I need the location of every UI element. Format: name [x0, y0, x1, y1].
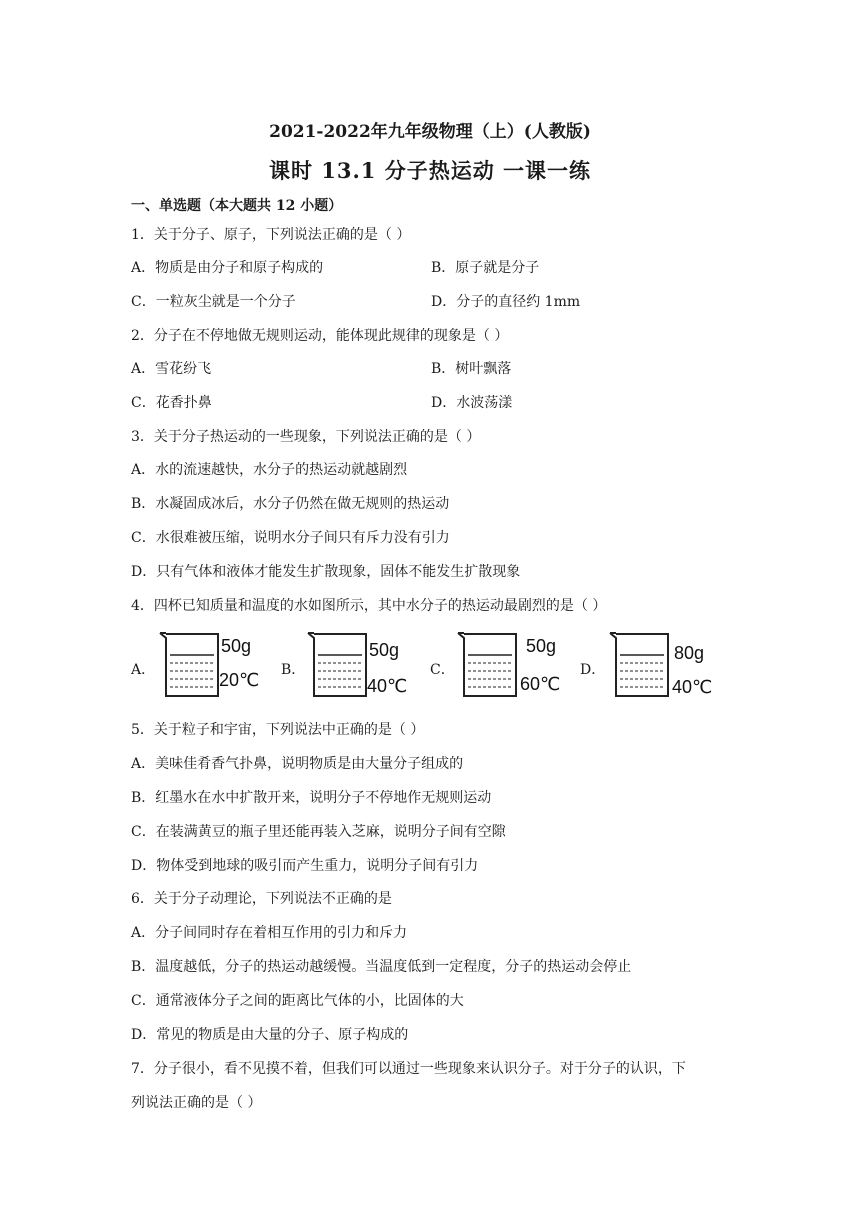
- question-2-option-c: C．花香扑鼻: [131, 395, 212, 411]
- question-2-stem: 2．分子在不停地做无规则运动，能体现此规律的现象是（ ）: [131, 328, 509, 344]
- beaker-b-temp: 40℃: [367, 676, 408, 696]
- question-5-option-d: D．物体受到地球的吸引而产生重力，说明分子间有引力: [131, 858, 479, 874]
- question-4-option-c-label: C．: [430, 662, 455, 678]
- question-5-stem: 5．关于粒子和宇宙，下列说法中正确的是（ ）: [131, 722, 425, 738]
- question-4-option-a-label: A．: [131, 662, 156, 678]
- document-title: 2021-2022年九年级物理（上）(人教版): [269, 122, 591, 142]
- question-6-option-c: C．通常液体分子之间的距离比气体的小，比固体的大: [131, 993, 464, 1009]
- section-heading: 一、单选题（本大题共 12 小题）: [131, 198, 343, 214]
- beaker-c-mass: 50g: [526, 636, 557, 656]
- question-2-option-d: D．水波荡漾: [431, 395, 513, 411]
- beaker-a: [158, 630, 276, 700]
- beaker-c-temp: 60℃: [520, 674, 561, 694]
- question-5-option-a: A．美味佳肴香气扑鼻，说明物质是由大量分子组成的: [131, 756, 464, 772]
- beaker-b: [306, 630, 424, 700]
- beaker-d-mass: 80g: [674, 643, 705, 663]
- question-3-option-d: D．只有气体和液体才能发生扩散现象，固体不能发生扩散现象: [131, 564, 521, 580]
- beaker-b-mass: 50g: [369, 640, 400, 660]
- question-7-stem-continued: 列说法正确的是（ ）: [131, 1095, 262, 1111]
- question-4-stem: 4．四杯已知质量和温度的水如图所示，其中水分子的热运动最剧烈的是（ ）: [131, 598, 607, 614]
- question-3-stem: 3．关于分子热运动的一些现象，下列说法正确的是（ ）: [131, 429, 481, 445]
- question-3-option-b: B．水凝固成冰后，水分子仍然在做无规则的热运动: [131, 496, 450, 512]
- beaker-d-temp: 40℃: [672, 677, 713, 697]
- question-2-option-a: A．雪花纷飞: [131, 361, 212, 377]
- question-6-option-a: A．分子间同时存在着相互作用的引力和斥力: [131, 925, 408, 941]
- question-7-stem: 7．分子很小，看不见摸不着，但我们可以通过一些现象来认识分子。对于分子的认识，下: [131, 1061, 686, 1077]
- question-6-option-d: D．常见的物质是由大量的分子、原子构成的: [131, 1027, 409, 1043]
- question-1-option-c: C．一粒灰尘就是一个分子: [131, 294, 296, 310]
- question-5-option-c: C．在装满黄豆的瓶子里还能再装入芝麻，说明分子间有空隙: [131, 824, 506, 840]
- question-6-stem: 6．关于分子动理论，下列说法不正确的是: [131, 891, 392, 907]
- question-1-option-b: B．原子就是分子: [431, 260, 540, 276]
- beaker-a-temp: 20℃: [219, 670, 260, 690]
- lesson-subtitle: 课时 13.1 分子热运动 一课一练: [268, 158, 592, 183]
- question-1-stem: 1．关于分子、原子，下列说法正确的是（ ）: [131, 227, 411, 243]
- question-4-option-d-label: D．: [580, 662, 606, 678]
- beaker-c: [456, 630, 574, 700]
- question-4-option-b-label: B．: [281, 662, 306, 678]
- question-6-option-b: B．温度越低，分子的热运动越缓慢。当温度低到一定程度，分子的热运动会停止: [131, 959, 632, 975]
- question-3-option-a: A．水的流速越快，水分子的热运动就越剧烈: [131, 462, 408, 478]
- beaker-a-mass: 50g: [221, 636, 252, 656]
- question-1-option-d: D．分子的直径约 1mm: [431, 294, 581, 310]
- question-3-option-c: C．水很难被压缩，说明水分子间只有斥力没有引力: [131, 530, 450, 546]
- question-2-option-b: B．树叶飘落: [431, 361, 512, 377]
- question-1-option-a: A．物质是由分子和原子构成的: [131, 260, 324, 276]
- question-5-option-b: B．红墨水在水中扩散开来，说明分子不停地作无规则运动: [131, 790, 492, 806]
- beaker-d: [608, 630, 726, 700]
